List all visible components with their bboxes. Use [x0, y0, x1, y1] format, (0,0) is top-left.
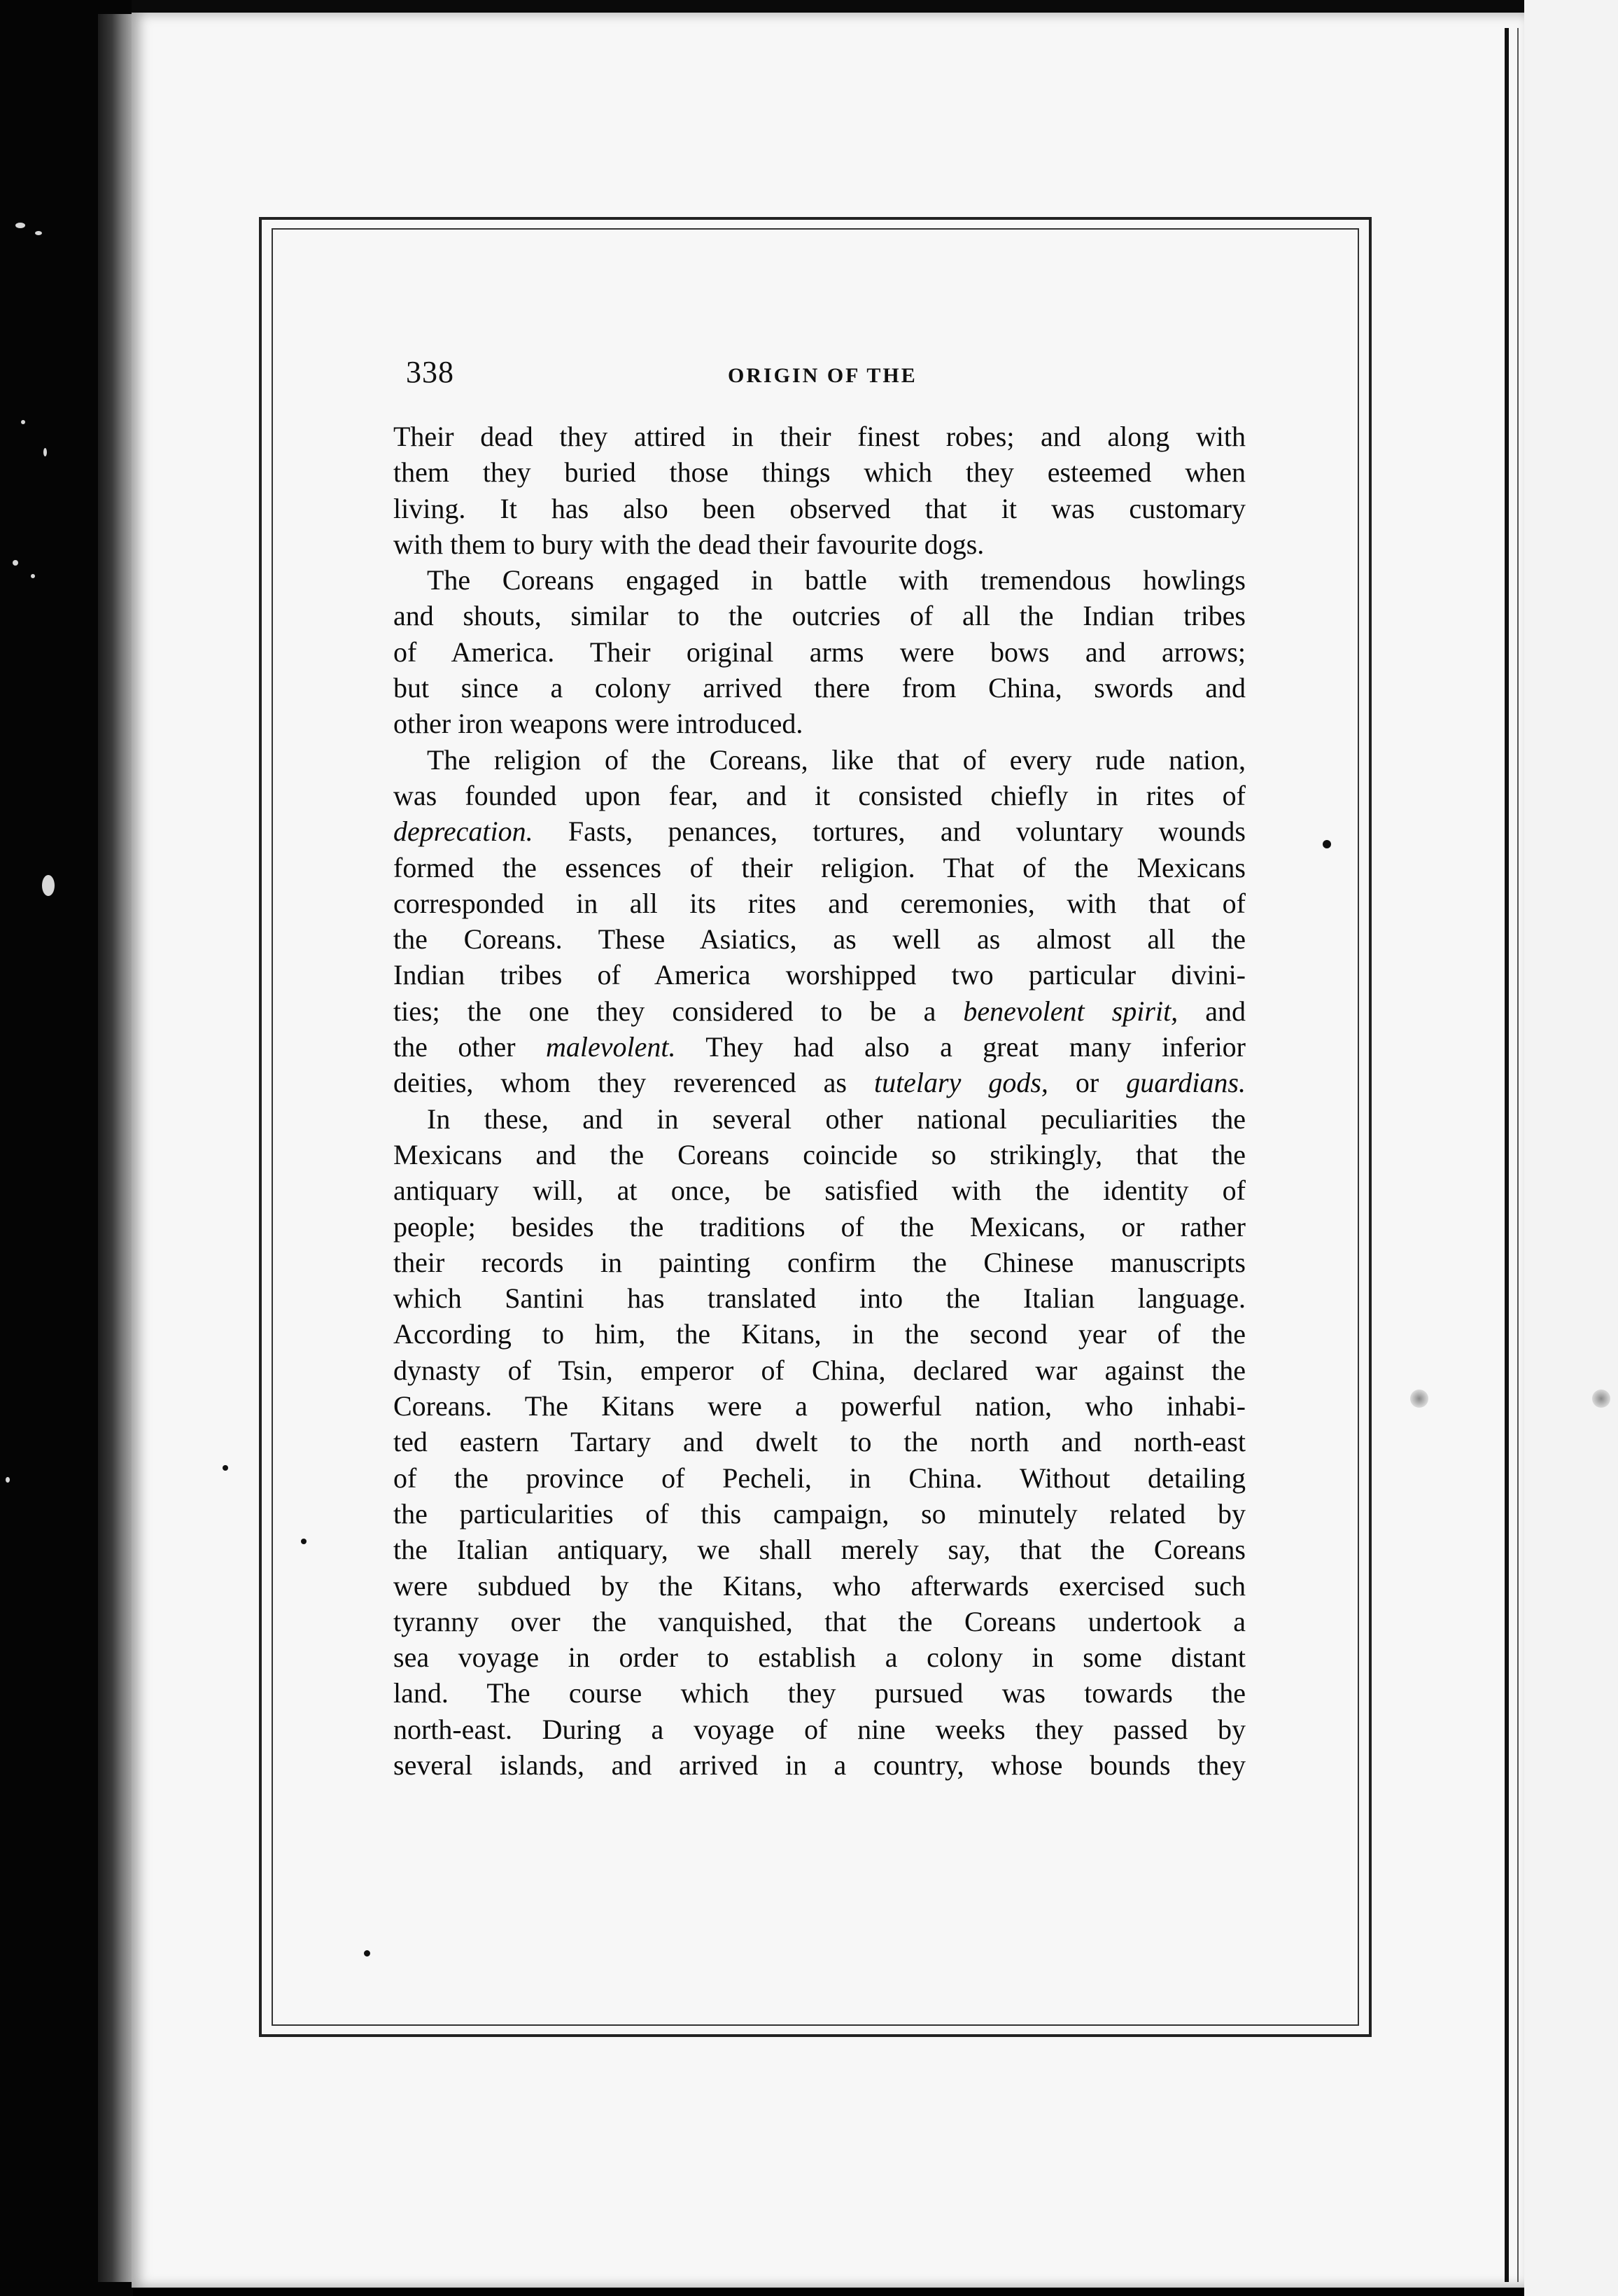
- text-run: corresponded in all its rites and ceremonies, with that of: [393, 887, 1246, 919]
- running-title: ORIGIN OF THE: [728, 364, 917, 387]
- text-run: the Coreans. These Asiatics, as well as almost all the: [393, 923, 1246, 955]
- text-run: the particularities of this campaign, so minutely related by: [393, 1497, 1246, 1530]
- text-run: land. The course which they pursued was towards the: [393, 1677, 1246, 1709]
- gutter-line: [1505, 28, 1509, 2282]
- text-run: ted eastern Tartary and dwelt to the north and north-east: [393, 1426, 1246, 1458]
- text-run: deities, whom they reverenced as: [393, 1067, 874, 1099]
- italic-text: guardians.: [1126, 1067, 1246, 1099]
- text-line: [393, 1352, 1246, 1388]
- facing-page-strip: [1524, 0, 1618, 2296]
- text-line: [393, 1172, 1246, 1208]
- running-head: [406, 354, 1246, 403]
- text-line: [393, 1316, 1246, 1352]
- text-line: [393, 1280, 1246, 1316]
- text-run: Indian tribes of America worshipped two particular divini-: [393, 959, 1246, 991]
- text-line: [393, 742, 1246, 778]
- text-line: [393, 957, 1246, 993]
- text-line: [393, 886, 1246, 921]
- text-run: or: [1048, 1067, 1127, 1099]
- text-line: [393, 419, 1246, 454]
- text-line: [393, 1388, 1246, 1424]
- text-line: [393, 1065, 1246, 1100]
- text-run: Fasts, penances, tortures, and voluntary wounds: [533, 816, 1246, 848]
- ink-blot: [1410, 1390, 1428, 1408]
- text-run: of the province of Pecheli, in China. Without detailing: [393, 1462, 1246, 1494]
- text-run: of America. Their original arms were bows and arrows;: [393, 636, 1246, 668]
- text-line: [393, 1747, 1246, 1783]
- text-run: which Santini has translated into the Italian language.: [393, 1282, 1246, 1315]
- text-run: several islands, and arrived in a country, whose bounds they: [393, 1749, 1246, 1781]
- text-line: [393, 706, 1246, 741]
- text-run: Their dead they attired in their finest robes; and along with: [393, 421, 1246, 452]
- ink-speck: [364, 1950, 370, 1956]
- text-line: [393, 1532, 1246, 1567]
- text-line: [393, 850, 1246, 886]
- text-line: [393, 526, 1246, 562]
- text-run: with them to bury with the dead their favourite dogs.: [393, 528, 985, 560]
- text-line: [393, 1029, 1246, 1065]
- text-run: and: [1178, 995, 1246, 1027]
- ink-blot: [1592, 1390, 1610, 1408]
- gutter-line-thin: [1517, 28, 1519, 2282]
- italic-text: deprecation.: [393, 816, 533, 848]
- text-line: [393, 1675, 1246, 1711]
- text-line: [393, 993, 1246, 1029]
- text-line: [393, 778, 1246, 813]
- text-line: [393, 598, 1246, 634]
- text-line: [393, 1101, 1246, 1137]
- text-run: The Coreans engaged in battle with tremendous howlings: [427, 564, 1246, 596]
- text-line: [393, 1604, 1246, 1639]
- text-line: [393, 1712, 1246, 1747]
- text-line: [393, 1209, 1246, 1245]
- text-run: The religion of the Coreans, like that of every rude nation,: [427, 743, 1246, 776]
- text-run: formed the essences of their religion. That of the Mexicans: [393, 851, 1246, 883]
- page-edge-shadow: [98, 14, 133, 2282]
- text-run: In these, and in several other national peculiarities the: [427, 1102, 1246, 1135]
- text-line: [393, 1460, 1246, 1496]
- text-run: the Italian antiquary, we shall merely say, that the Coreans: [393, 1534, 1246, 1566]
- text-run: the other: [393, 1031, 547, 1063]
- text-run: They had also a great many inferior: [675, 1031, 1246, 1063]
- text-line: [393, 1137, 1246, 1172]
- text-line: [393, 1245, 1246, 1280]
- text-line: [393, 454, 1246, 490]
- italic-text: tutelary gods,: [873, 1067, 1048, 1099]
- text-run: Coreans. The Kitans were a powerful nation, who inhabi-: [393, 1390, 1246, 1422]
- text-run: tyranny over the vanquished, that the Coreans undertook a: [393, 1605, 1246, 1637]
- italic-text: benevolent spirit,: [963, 995, 1179, 1027]
- text-run: dynasty of Tsin, emperor of China, declared war against the: [393, 1354, 1246, 1386]
- ink-speck: [223, 1465, 228, 1471]
- text-run: but since a colony arrived there from China, swords and: [393, 672, 1246, 704]
- text-line: [393, 813, 1246, 849]
- text-line: [393, 1496, 1246, 1532]
- text-run: was founded upon fear, and it consisted chiefly in rites of: [393, 779, 1246, 811]
- text-line: [393, 921, 1246, 957]
- text-run: were subdued by the Kitans, who afterwards exercised such: [393, 1569, 1246, 1602]
- text-line: [393, 634, 1246, 670]
- text-line: [393, 1424, 1246, 1460]
- text-run: ties; the one they considered to be a: [393, 995, 964, 1027]
- text-run: other iron weapons were introduced.: [393, 708, 803, 740]
- text-line: [393, 1639, 1246, 1675]
- body-text: [393, 419, 1246, 1819]
- ink-speck: [1323, 840, 1331, 848]
- text-run: them they buried those things which they esteemed when: [393, 456, 1246, 489]
- text-line: [393, 562, 1246, 598]
- ink-speck: [301, 1539, 307, 1544]
- text-run: people; besides the traditions of the Mexicans, or rather: [393, 1210, 1246, 1242]
- text-run: According to him, the Kitans, in the second year of the: [393, 1318, 1246, 1350]
- text-run: their records in painting confirm the Chinese manuscripts: [393, 1246, 1246, 1278]
- text-line: [393, 1568, 1246, 1604]
- page-number: 338: [406, 355, 454, 389]
- text-line: [393, 670, 1246, 706]
- text-run: north-east. During a voyage of nine weeks they passed by: [393, 1713, 1246, 1745]
- text-run: Mexicans and the Coreans coincide so strikingly, that the: [393, 1138, 1246, 1170]
- text-run: living. It has also been observed that it was customary: [393, 492, 1246, 524]
- text-run: sea voyage in order to establish a colony in some distant: [393, 1642, 1246, 1674]
- text-run: antiquary will, at once, be satisfied with the identity of: [393, 1175, 1246, 1207]
- text-run: and shouts, similar to the outcries of all the Indian tribes: [393, 600, 1246, 632]
- italic-text: malevolent.: [546, 1031, 676, 1063]
- text-line: [393, 491, 1246, 526]
